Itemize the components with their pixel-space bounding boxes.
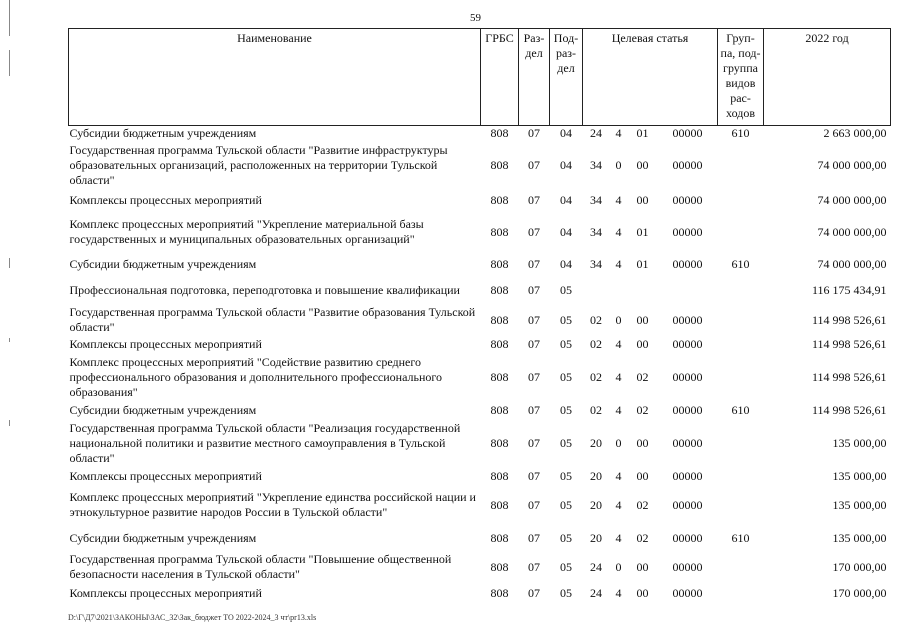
row-t4: 00000 xyxy=(672,369,703,384)
row-t1: 34 xyxy=(590,157,602,172)
row-podrazdel: 05 xyxy=(560,435,572,450)
row-name: Комплексы процессных мероприятий xyxy=(69,468,262,483)
row-group xyxy=(718,551,764,583)
row-t1: 20 xyxy=(590,468,602,483)
row-amount: 74 000 000,00 xyxy=(817,157,887,172)
row-razdel: 07 xyxy=(528,497,540,512)
row-name: Комплекс процессных мероприятий "Укрепление материальной базы государственных и муниципальных образовательных организаций" xyxy=(69,217,424,246)
row-t1: 02 xyxy=(590,402,602,417)
row-t1: 02 xyxy=(590,312,602,327)
row-grbs: 808 xyxy=(490,530,509,545)
table-row xyxy=(69,141,891,189)
row-amount: 114 998 526,61 xyxy=(811,336,887,351)
row-name: Субсидии бюджетным учреждениям xyxy=(69,126,257,140)
row-grbs: 808 xyxy=(490,336,509,351)
header-group: Груп- па, под- группа видов рас- ходов xyxy=(718,29,764,126)
row-t3: 00 xyxy=(636,312,649,327)
row-t4: 00000 xyxy=(672,435,703,450)
table-row xyxy=(69,253,891,275)
row-t3: 00 xyxy=(636,336,649,351)
table-body xyxy=(69,126,891,604)
row-grbs: 808 xyxy=(490,224,509,239)
row-t4: 00000 xyxy=(672,585,703,600)
row-t3: 00 xyxy=(636,192,649,207)
row-group xyxy=(718,485,764,525)
row-t2: 0 xyxy=(615,435,622,450)
row-podrazdel: 05 xyxy=(560,497,572,512)
margin-marks xyxy=(9,0,13,640)
row-t2: 4 xyxy=(615,402,622,417)
row-t4: 00000 xyxy=(672,312,703,327)
row-t2: 4 xyxy=(615,497,622,512)
row-name: Субсидии бюджетным учреждениям xyxy=(69,402,257,417)
header-year: 2022 год xyxy=(764,29,891,126)
row-razdel: 07 xyxy=(528,530,540,545)
row-podrazdel: 04 xyxy=(560,192,572,207)
row-grbs: 808 xyxy=(490,585,509,600)
row-name: Государственная программа Тульской области "Развитие образования Тульской области" xyxy=(69,305,476,334)
row-grbs: 808 xyxy=(490,192,509,207)
table-row xyxy=(69,525,891,551)
table-row xyxy=(69,126,891,142)
row-t3: 02 xyxy=(636,369,649,384)
row-t3 xyxy=(628,275,658,305)
row-amount: 2 663 000,00 xyxy=(823,126,887,140)
row-t3: 01 xyxy=(636,224,649,239)
row-podrazdel: 04 xyxy=(560,126,572,140)
row-t1: 34 xyxy=(590,224,602,239)
row-t4: 00000 xyxy=(672,530,703,545)
row-podrazdel: 05 xyxy=(560,369,572,384)
table-row xyxy=(69,467,891,485)
row-t4: 00000 xyxy=(672,126,703,140)
row-podrazdel: 05 xyxy=(560,468,572,483)
header-target: Целевая статья xyxy=(583,29,718,126)
row-group xyxy=(718,353,764,401)
row-grbs: 808 xyxy=(490,282,509,297)
row-t4: 00000 xyxy=(672,157,703,172)
row-amount: 170 000,00 xyxy=(832,559,887,574)
header-razdel: Раз- дел xyxy=(519,29,550,126)
page-number: 59 xyxy=(470,12,481,24)
row-name: Профессиональная подготовка, переподготовка и повышение квалификации xyxy=(69,282,460,297)
row-podrazdel: 04 xyxy=(560,224,572,239)
row-t2: 4 xyxy=(615,192,622,207)
row-t2 xyxy=(610,275,628,305)
header-name: Наименование xyxy=(69,29,481,126)
row-t2: 4 xyxy=(615,336,622,351)
row-name: Субсидии бюджетным учреждениям xyxy=(69,256,257,271)
row-razdel: 07 xyxy=(528,435,540,450)
row-group xyxy=(718,211,764,253)
row-t3: 00 xyxy=(636,585,649,600)
row-razdel: 07 xyxy=(528,282,540,297)
row-t4: 00000 xyxy=(672,192,703,207)
row-razdel: 07 xyxy=(528,126,540,140)
row-razdel: 07 xyxy=(528,559,540,574)
row-grbs: 808 xyxy=(490,126,509,140)
row-grbs: 808 xyxy=(490,497,509,512)
row-name: Комплексы процессных мероприятий xyxy=(69,192,262,207)
table-row xyxy=(69,189,891,211)
row-t1: 02 xyxy=(590,336,602,351)
row-t1: 02 xyxy=(590,369,602,384)
table-header xyxy=(69,29,891,126)
row-t4: 00000 xyxy=(672,256,703,271)
row-t2: 4 xyxy=(615,126,622,140)
row-t2: 4 xyxy=(615,585,622,600)
row-razdel: 07 xyxy=(528,256,540,271)
row-name: Государственная программа Тульской области "Развитие инфраструктуры образовательных организаций, расположенных на территории Тульской области" xyxy=(69,142,448,187)
row-group xyxy=(718,189,764,211)
row-podrazdel: 05 xyxy=(560,402,572,417)
table-row xyxy=(69,551,891,583)
row-t1: 24 xyxy=(590,559,602,574)
row-t1: 34 xyxy=(590,256,602,271)
table-row xyxy=(69,353,891,401)
row-t1: 34 xyxy=(590,192,602,207)
row-amount: 135 000,00 xyxy=(832,435,887,450)
row-group: 610 xyxy=(731,402,750,417)
row-t4: 00000 xyxy=(672,468,703,483)
row-name: Государственная программа Тульской области "Повышение общественной безопасности населения в Тульской области" xyxy=(69,552,452,581)
row-t3: 01 xyxy=(636,126,649,140)
row-grbs: 808 xyxy=(490,157,509,172)
row-name: Комплексы процессных мероприятий xyxy=(69,336,262,351)
row-t4: 00000 xyxy=(672,224,703,239)
row-podrazdel: 04 xyxy=(560,157,572,172)
row-t3: 02 xyxy=(636,497,649,512)
row-group: 610 xyxy=(731,530,750,545)
row-t2: 0 xyxy=(615,312,622,327)
row-t2: 4 xyxy=(615,224,622,239)
table-row xyxy=(69,275,891,305)
row-t3: 02 xyxy=(636,402,649,417)
row-t1: 24 xyxy=(590,585,602,600)
table-row xyxy=(69,335,891,353)
row-t2: 4 xyxy=(615,530,622,545)
row-podrazdel: 05 xyxy=(560,336,572,351)
row-t2: 4 xyxy=(615,256,622,271)
budget-table xyxy=(68,28,891,603)
row-podrazdel: 05 xyxy=(560,530,572,545)
row-t4: 00000 xyxy=(672,497,703,512)
header-podrazdel: Под- раз- дел xyxy=(550,29,583,126)
row-podrazdel: 04 xyxy=(560,256,572,271)
row-group xyxy=(718,141,764,189)
row-t3: 02 xyxy=(636,530,649,545)
row-grbs: 808 xyxy=(490,468,509,483)
row-razdel: 07 xyxy=(528,369,540,384)
row-group xyxy=(718,275,764,305)
table-row xyxy=(69,583,891,603)
row-group xyxy=(718,467,764,485)
row-grbs: 808 xyxy=(490,402,509,417)
row-razdel: 07 xyxy=(528,192,540,207)
row-amount: 114 998 526,61 xyxy=(811,402,887,417)
row-name: Комплексы процессных мероприятий xyxy=(69,585,262,600)
row-group xyxy=(718,419,764,467)
row-podrazdel: 05 xyxy=(560,282,572,297)
row-t3: 00 xyxy=(636,559,649,574)
row-name: Субсидии бюджетным учреждениям xyxy=(69,530,257,545)
row-amount: 135 000,00 xyxy=(832,468,887,483)
row-group xyxy=(718,335,764,353)
row-amount: 114 998 526,61 xyxy=(811,369,887,384)
row-amount: 74 000 000,00 xyxy=(817,192,887,207)
row-razdel: 07 xyxy=(528,402,540,417)
row-group xyxy=(718,305,764,335)
row-t2: 0 xyxy=(615,157,622,172)
row-t3: 00 xyxy=(636,157,649,172)
row-amount: 116 175 434,91 xyxy=(811,282,887,297)
row-t3: 00 xyxy=(636,468,649,483)
row-razdel: 07 xyxy=(528,312,540,327)
row-podrazdel: 05 xyxy=(560,312,572,327)
row-amount: 135 000,00 xyxy=(832,497,887,512)
row-t1 xyxy=(583,275,610,305)
row-podrazdel: 05 xyxy=(560,559,572,574)
table-row xyxy=(69,485,891,525)
row-t4 xyxy=(658,275,718,305)
row-t3: 01 xyxy=(636,256,649,271)
row-razdel: 07 xyxy=(528,468,540,483)
row-grbs: 808 xyxy=(490,312,509,327)
row-t1: 24 xyxy=(590,126,602,140)
row-t1: 20 xyxy=(590,530,602,545)
row-group: 610 xyxy=(731,126,750,140)
row-razdel: 07 xyxy=(528,585,540,600)
table-row xyxy=(69,401,891,419)
row-group xyxy=(718,583,764,603)
row-razdel: 07 xyxy=(528,336,540,351)
row-amount: 74 000 000,00 xyxy=(817,256,887,271)
row-razdel: 07 xyxy=(528,157,540,172)
table-row xyxy=(69,211,891,253)
header-grbs: ГРБС xyxy=(481,29,519,126)
row-group: 610 xyxy=(731,256,750,271)
row-name: Государственная программа Тульской области "Реализация государственной национальной политики и развитие местного самоуправления в Тульской области" xyxy=(69,420,461,465)
row-t3: 00 xyxy=(636,435,649,450)
row-t4: 00000 xyxy=(672,336,703,351)
row-grbs: 808 xyxy=(490,559,509,574)
row-podrazdel: 05 xyxy=(560,585,572,600)
row-t4: 00000 xyxy=(672,402,703,417)
row-grbs: 808 xyxy=(490,256,509,271)
row-grbs: 808 xyxy=(490,369,509,384)
row-amount: 74 000 000,00 xyxy=(817,224,887,239)
row-amount: 114 998 526,61 xyxy=(811,312,887,327)
row-grbs: 808 xyxy=(490,435,509,450)
row-t1: 20 xyxy=(590,497,602,512)
row-amount: 135 000,00 xyxy=(832,530,887,545)
footer-file-path: D:\Г\Д7\2021\ЗАКОНЫ\ЗАС_32\Зак_бюджет ТО 2022-2024_3 чт\pr13.xls xyxy=(68,613,317,622)
row-t2: 0 xyxy=(615,559,622,574)
row-t1: 20 xyxy=(590,435,602,450)
row-t4: 00000 xyxy=(672,559,703,574)
row-t2: 4 xyxy=(615,468,622,483)
table-row xyxy=(69,305,891,335)
table-row xyxy=(69,419,891,467)
row-name: Комплекс процессных мероприятий "Содействие развитию среднего профессионального образования и дополнительного профессионального образования" xyxy=(69,354,443,399)
row-name: Комплекс процессных мероприятий "Укрепление единства российской нации и этнокультурное развитие народов России в Тульской области" xyxy=(69,490,476,519)
row-amount: 170 000,00 xyxy=(832,585,887,600)
row-t2: 4 xyxy=(615,369,622,384)
row-razdel: 07 xyxy=(528,224,540,239)
